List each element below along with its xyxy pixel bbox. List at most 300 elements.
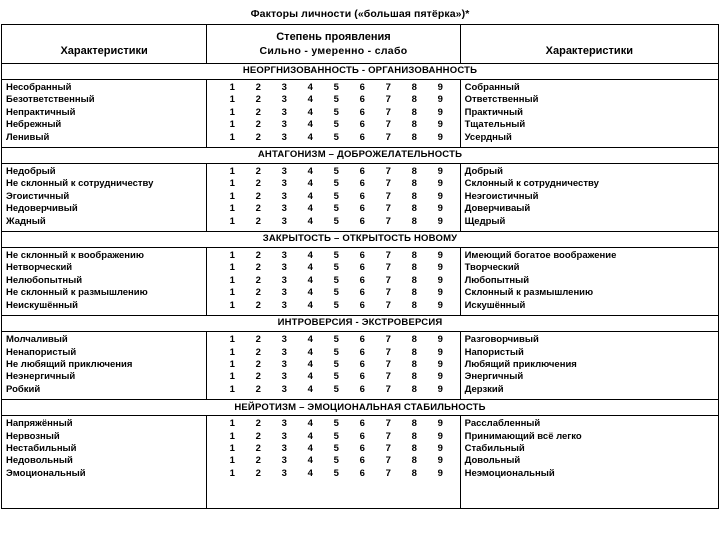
scale-option[interactable]: 5 <box>333 418 339 430</box>
trait-left: Нелюбопытный <box>6 274 83 286</box>
scale-option[interactable]: 2 <box>255 82 261 93</box>
scale-option[interactable]: 1 <box>229 215 235 227</box>
scale-option[interactable]: 4 <box>307 358 313 370</box>
scale-option[interactable]: 8 <box>411 358 417 370</box>
scale-option[interactable]: 3 <box>281 274 287 286</box>
scale-option[interactable]: 8 <box>411 131 417 143</box>
scale-option[interactable]: 5 <box>333 82 339 93</box>
scale-option[interactable]: 8 <box>411 383 417 395</box>
scale-option[interactable]: 6 <box>359 131 365 143</box>
scale-option[interactable]: 9 <box>437 178 443 190</box>
header-left-characteristics <box>2 25 207 64</box>
scale-option[interactable]: 6 <box>359 418 365 430</box>
scale-option[interactable]: 3 <box>281 442 287 454</box>
scale-option[interactable]: 2 <box>255 190 261 202</box>
scale-option[interactable]: 1 <box>229 287 235 299</box>
scale-option[interactable]: 6 <box>359 82 365 93</box>
scale-option[interactable]: 9 <box>437 455 443 467</box>
header-scale <box>207 25 460 64</box>
scale-option[interactable]: 3 <box>281 287 287 299</box>
scale-option[interactable]: 7 <box>385 250 391 262</box>
trait-right: Творческий <box>464 262 520 274</box>
scale-option[interactable]: 4 <box>307 274 313 286</box>
right-traits-cell <box>460 80 718 148</box>
section-banner-row <box>2 148 719 164</box>
scale-option[interactable]: 1 <box>229 203 235 215</box>
scale-option[interactable]: 4 <box>307 250 313 262</box>
scale-option[interactable]: 4 <box>307 166 313 178</box>
scale-option[interactable]: 2 <box>255 287 261 299</box>
scale-option[interactable]: 6 <box>359 262 365 274</box>
scale-cell <box>207 164 460 232</box>
scale-option[interactable]: 3 <box>281 106 287 118</box>
scale-option[interactable]: 5 <box>333 299 339 311</box>
scale-option[interactable]: 4 <box>307 346 313 358</box>
scale-option[interactable]: 3 <box>281 467 287 479</box>
scale-option[interactable]: 3 <box>281 430 287 442</box>
scale-option[interactable]: 3 <box>281 418 287 430</box>
scale-option[interactable]: 6 <box>359 250 365 262</box>
scale-option[interactable]: 4 <box>307 82 313 93</box>
scale-option[interactable]: 8 <box>411 190 417 202</box>
scale-option[interactable]: 6 <box>359 274 365 286</box>
scale-option[interactable]: 9 <box>437 203 443 215</box>
scale-option[interactable]: 8 <box>411 442 417 454</box>
trait-right: Практичный <box>464 106 523 118</box>
scale-option[interactable]: 5 <box>333 274 339 286</box>
scale-option[interactable]: 9 <box>437 94 443 106</box>
scale-option[interactable]: 4 <box>307 106 313 118</box>
scale-option[interactable]: 6 <box>359 190 365 202</box>
scale-option[interactable]: 3 <box>281 358 287 370</box>
scale-option[interactable]: 3 <box>281 334 287 346</box>
scale-option[interactable]: 2 <box>255 430 261 442</box>
trait-right: Склонный к размышлению <box>464 287 594 299</box>
scale-option[interactable]: 5 <box>333 119 339 131</box>
scale-option[interactable]: 3 <box>281 190 287 202</box>
scale-option[interactable]: 1 <box>229 455 235 467</box>
scale-option[interactable]: 6 <box>359 215 365 227</box>
scale-option[interactable]: 6 <box>359 178 365 190</box>
scale-option[interactable]: 2 <box>255 371 261 383</box>
scale-option[interactable]: 7 <box>385 442 391 454</box>
scale-option[interactable]: 3 <box>281 262 287 274</box>
scale-option[interactable]: 9 <box>437 418 443 430</box>
scale-row[interactable] <box>207 119 459 131</box>
scale-option[interactable]: 1 <box>229 334 235 346</box>
scale-row[interactable] <box>207 300 459 312</box>
scale-option[interactable]: 1 <box>229 178 235 190</box>
scale-option[interactable]: 9 <box>437 190 443 202</box>
scale-option[interactable]: 2 <box>255 442 261 454</box>
scale-option[interactable]: 8 <box>411 418 417 430</box>
scale-option[interactable]: 6 <box>359 94 365 106</box>
scale-option[interactable]: 6 <box>359 119 365 131</box>
scale-option[interactable]: 4 <box>307 467 313 479</box>
scale-row[interactable] <box>207 347 459 359</box>
section-banner-label: ИНТРОВЕРСИЯ - ЭКСТРОВЕРСИЯ <box>2 316 719 332</box>
scale-option[interactable]: 4 <box>307 442 313 454</box>
section-content-row <box>2 248 719 316</box>
scale-row[interactable] <box>207 455 459 467</box>
scale-option[interactable]: 4 <box>307 418 313 430</box>
scale-option[interactable]: 5 <box>333 442 339 454</box>
scale-option[interactable]: 8 <box>411 262 417 274</box>
scale-option[interactable]: 9 <box>437 442 443 454</box>
scale-option[interactable]: 4 <box>307 371 313 383</box>
scale-option[interactable]: 8 <box>411 82 417 93</box>
scale-row[interactable] <box>207 166 459 178</box>
scale-option[interactable]: 6 <box>359 467 365 479</box>
scale-option[interactable]: 9 <box>437 274 443 286</box>
scale-option[interactable]: 8 <box>411 371 417 383</box>
scale-option[interactable]: 7 <box>385 203 391 215</box>
scale-row[interactable] <box>207 287 459 299</box>
scale-option[interactable]: 2 <box>255 203 261 215</box>
trait-right: Довольный <box>464 455 521 467</box>
scale-option[interactable]: 9 <box>437 166 443 178</box>
scale-option[interactable]: 1 <box>229 190 235 202</box>
scale-option[interactable]: 9 <box>437 82 443 93</box>
scale-option[interactable]: 4 <box>307 334 313 346</box>
scale-row[interactable] <box>207 262 459 274</box>
trait-right: Ответственный <box>464 94 539 106</box>
section-banner-label: НЕОРГНИЗОВАННОСТЬ - ОРГАНИЗОВАННОСТЬ <box>2 64 719 80</box>
scale-option[interactable]: 7 <box>385 166 391 178</box>
scale-option[interactable]: 2 <box>255 131 261 143</box>
scale-option[interactable]: 7 <box>385 346 391 358</box>
scale-option[interactable]: 7 <box>385 299 391 311</box>
scale-option[interactable]: 2 <box>255 358 261 370</box>
trait-left: Небрежный <box>6 119 62 131</box>
left-traits-cell <box>2 164 207 232</box>
right-traits-cell <box>460 416 718 509</box>
scale-option[interactable]: 7 <box>385 215 391 227</box>
scale-option[interactable]: 1 <box>229 274 235 286</box>
scale-row[interactable] <box>207 334 459 346</box>
scale-option[interactable]: 9 <box>437 467 443 479</box>
header-scale-subtitle: Сильно - умеренно - слабо <box>259 45 408 57</box>
scale-option[interactable]: 2 <box>255 346 261 358</box>
scale-option[interactable]: 2 <box>255 274 261 286</box>
header-right-characteristics <box>460 25 718 64</box>
scale-option[interactable]: 9 <box>437 383 443 395</box>
scale-row[interactable] <box>207 418 459 430</box>
trait-right: Принимающий всё легко <box>464 430 582 442</box>
scale-option[interactable]: 2 <box>255 418 261 430</box>
scale-option[interactable]: 2 <box>255 383 261 395</box>
scale-option[interactable]: 8 <box>411 346 417 358</box>
scale-option[interactable]: 5 <box>333 94 339 106</box>
scale-option[interactable]: 5 <box>333 430 339 442</box>
scale-row[interactable] <box>207 107 459 119</box>
scale-option[interactable]: 9 <box>437 131 443 143</box>
scale-option[interactable]: 2 <box>255 94 261 106</box>
scale-option[interactable]: 5 <box>333 106 339 118</box>
scale-option[interactable]: 7 <box>385 82 391 93</box>
scale-option[interactable]: 4 <box>307 178 313 190</box>
scale-option[interactable]: 7 <box>385 178 391 190</box>
scale-option[interactable]: 2 <box>255 262 261 274</box>
scale-option[interactable]: 7 <box>385 430 391 442</box>
scale-option[interactable]: 8 <box>411 106 417 118</box>
scale-row[interactable] <box>207 443 459 455</box>
scale-option[interactable]: 7 <box>385 287 391 299</box>
scale-option[interactable]: 5 <box>333 334 339 346</box>
scale-option[interactable]: 8 <box>411 299 417 311</box>
scale-option[interactable]: 5 <box>333 455 339 467</box>
scale-option[interactable]: 5 <box>333 250 339 262</box>
scale-option[interactable]: 5 <box>333 467 339 479</box>
scale-option[interactable]: 7 <box>385 383 391 395</box>
scale-option[interactable]: 2 <box>255 250 261 262</box>
scale-option[interactable]: 5 <box>333 346 339 358</box>
scale-option[interactable]: 1 <box>229 358 235 370</box>
scale-option[interactable]: 3 <box>281 203 287 215</box>
scale-option[interactable]: 1 <box>229 166 235 178</box>
scale-option[interactable]: 6 <box>359 371 365 383</box>
scale-option[interactable]: 7 <box>385 190 391 202</box>
scale-option[interactable]: 7 <box>385 418 391 430</box>
scale-option[interactable]: 7 <box>385 262 391 274</box>
trait-right: Доверчиваый <box>464 203 531 215</box>
scale-option[interactable]: 2 <box>255 455 261 467</box>
scale-option[interactable]: 6 <box>359 203 365 215</box>
scale-option[interactable]: 6 <box>359 346 365 358</box>
scale-option[interactable]: 4 <box>307 94 313 106</box>
scale-option[interactable]: 3 <box>281 250 287 262</box>
scale-option[interactable]: 6 <box>359 334 365 346</box>
scale-option[interactable]: 5 <box>333 190 339 202</box>
scale-row[interactable] <box>207 94 459 106</box>
scale-option[interactable]: 9 <box>437 358 443 370</box>
scale-option[interactable]: 9 <box>437 287 443 299</box>
scale-row[interactable] <box>207 203 459 215</box>
scale-option[interactable]: 6 <box>359 287 365 299</box>
scale-option[interactable]: 6 <box>359 430 365 442</box>
scale-option[interactable]: 3 <box>281 455 287 467</box>
scale-option[interactable]: 4 <box>307 203 313 215</box>
scale-option[interactable]: 4 <box>307 299 313 311</box>
trait-left: Нервозный <box>6 430 60 442</box>
scale-option[interactable]: 9 <box>437 346 443 358</box>
scale-row[interactable] <box>207 132 459 144</box>
scale-option[interactable]: 1 <box>229 82 235 93</box>
scale-option[interactable]: 6 <box>359 358 365 370</box>
scale-option[interactable]: 5 <box>333 262 339 274</box>
header-scale-title: Степень проявления <box>276 31 391 43</box>
trait-left: Не склонный к размышлению <box>6 287 148 299</box>
scale-option[interactable]: 5 <box>333 131 339 143</box>
scale-option[interactable]: 1 <box>229 418 235 430</box>
scale-option[interactable]: 2 <box>255 106 261 118</box>
scale-row[interactable] <box>207 178 459 190</box>
trait-right: Тщательный <box>464 119 526 131</box>
scale-option[interactable]: 5 <box>333 215 339 227</box>
scale-option[interactable]: 3 <box>281 166 287 178</box>
scale-option[interactable]: 4 <box>307 287 313 299</box>
scale-row[interactable] <box>207 359 459 371</box>
trait-right: Имеющий богатое воображение <box>464 250 617 262</box>
scale-option[interactable]: 3 <box>281 119 287 131</box>
scale-row[interactable] <box>207 216 459 228</box>
scale-option[interactable]: 9 <box>437 215 443 227</box>
spacer <box>6 480 206 492</box>
trait-right: Неэгоистичный <box>464 190 539 202</box>
scale-option[interactable]: 8 <box>411 334 417 346</box>
scale-row[interactable] <box>207 275 459 287</box>
trait-left: Не любящий приключения <box>6 358 133 370</box>
scale-row[interactable] <box>207 468 459 480</box>
scale-option[interactable]: 4 <box>307 190 313 202</box>
scale-option[interactable]: 1 <box>229 262 235 274</box>
scale-option[interactable]: 7 <box>385 455 391 467</box>
trait-right: Напористый <box>464 346 524 358</box>
scale-option[interactable]: 1 <box>229 383 235 395</box>
scale-option[interactable]: 8 <box>411 287 417 299</box>
scale-option[interactable]: 7 <box>385 358 391 370</box>
scale-option[interactable]: 3 <box>281 371 287 383</box>
scale-option[interactable]: 3 <box>281 178 287 190</box>
scale-option[interactable]: 7 <box>385 467 391 479</box>
scale-option[interactable]: 3 <box>281 383 287 395</box>
scale-option[interactable]: 7 <box>385 131 391 143</box>
scale-option[interactable]: 8 <box>411 250 417 262</box>
scale-option[interactable]: 7 <box>385 119 391 131</box>
scale-option[interactable]: 8 <box>411 455 417 467</box>
scale-option[interactable]: 2 <box>255 467 261 479</box>
scale-option[interactable]: 4 <box>307 215 313 227</box>
scale-option[interactable]: 5 <box>333 178 339 190</box>
trait-left: Жадный <box>6 215 46 227</box>
scale-option[interactable]: 6 <box>359 299 365 311</box>
scale-option[interactable]: 8 <box>411 215 417 227</box>
scale-option[interactable]: 5 <box>333 371 339 383</box>
trait-left: Неискушённый <box>6 299 78 311</box>
scale-option[interactable]: 7 <box>385 371 391 383</box>
scale-option[interactable]: 4 <box>307 430 313 442</box>
trait-left: Эгоистичный <box>6 190 70 202</box>
scale-row[interactable] <box>207 191 459 203</box>
scale-option[interactable]: 7 <box>385 94 391 106</box>
scale-option[interactable]: 8 <box>411 467 417 479</box>
scale-row[interactable] <box>207 384 459 396</box>
header-left-label: Характеристики <box>60 44 148 57</box>
scale-option[interactable]: 7 <box>385 334 391 346</box>
scale-option[interactable]: 5 <box>333 203 339 215</box>
scale-option[interactable]: 7 <box>385 106 391 118</box>
scale-option[interactable]: 9 <box>437 250 443 262</box>
scale-option[interactable]: 8 <box>411 430 417 442</box>
scale-option[interactable]: 9 <box>437 430 443 442</box>
trait-left: Ненапористый <box>6 346 77 358</box>
scale-option[interactable]: 3 <box>281 131 287 143</box>
scale-option[interactable]: 4 <box>307 262 313 274</box>
scale-option[interactable]: 2 <box>255 215 261 227</box>
scale-option[interactable]: 1 <box>229 250 235 262</box>
scale-option[interactable]: 5 <box>333 383 339 395</box>
scale-option[interactable]: 6 <box>359 455 365 467</box>
scale-option[interactable]: 1 <box>229 131 235 143</box>
scale-option[interactable]: 1 <box>229 430 235 442</box>
scale-option[interactable]: 9 <box>437 299 443 311</box>
scale-option[interactable]: 2 <box>255 166 261 178</box>
scale-option[interactable]: 1 <box>229 371 235 383</box>
trait-left: Недоверчивый <box>6 203 78 215</box>
scale-option[interactable]: 6 <box>359 442 365 454</box>
scale-option[interactable]: 4 <box>307 119 313 131</box>
scale-row[interactable] <box>207 431 459 443</box>
scale-option[interactable]: 9 <box>437 119 443 131</box>
scale-option[interactable]: 1 <box>229 94 235 106</box>
trait-left: Ленивый <box>6 131 50 143</box>
scale-option[interactable]: 8 <box>411 203 417 215</box>
trait-left: Недовольный <box>6 455 73 467</box>
scale-option[interactable]: 8 <box>411 94 417 106</box>
scale-option[interactable]: 9 <box>437 106 443 118</box>
scale-cell <box>207 80 460 148</box>
scale-option[interactable]: 5 <box>333 287 339 299</box>
scale-option[interactable]: 9 <box>437 262 443 274</box>
scale-option[interactable]: 3 <box>281 82 287 93</box>
scale-option[interactable]: 4 <box>307 455 313 467</box>
scale-option[interactable]: 6 <box>359 383 365 395</box>
section-banner-label: НЕЙРОТИЗМ – ЭМОЦИОНАЛЬНАЯ СТАБИЛЬНОСТЬ <box>2 400 719 416</box>
trait-right: Энергичный <box>464 371 524 383</box>
scale-option[interactable]: 3 <box>281 346 287 358</box>
scale-option[interactable]: 1 <box>229 442 235 454</box>
scale-option[interactable]: 2 <box>255 334 261 346</box>
scale-option[interactable]: 6 <box>359 106 365 118</box>
trait-left: Нетворческий <box>6 262 73 274</box>
scale-option[interactable]: 3 <box>281 94 287 106</box>
trait-right: Стабильный <box>464 442 525 454</box>
scale-option[interactable]: 4 <box>307 131 313 143</box>
scale-option[interactable]: 5 <box>333 358 339 370</box>
sections-host <box>0 63 720 509</box>
trait-left: Робкий <box>6 383 41 395</box>
scale-row[interactable] <box>207 371 459 383</box>
big-five-table <box>1 24 719 64</box>
left-traits-cell <box>2 332 207 400</box>
scale-option[interactable]: 1 <box>229 346 235 358</box>
scale-option[interactable]: 3 <box>281 299 287 311</box>
right-traits-cell <box>460 164 718 232</box>
scale-option[interactable]: 2 <box>255 299 261 311</box>
scale-row[interactable] <box>207 250 459 262</box>
scale-option[interactable]: 8 <box>411 166 417 178</box>
scale-option[interactable]: 2 <box>255 119 261 131</box>
scale-option[interactable]: 2 <box>255 178 261 190</box>
scale-row[interactable] <box>207 82 459 94</box>
scale-option[interactable]: 9 <box>437 371 443 383</box>
scale-option[interactable]: 8 <box>411 119 417 131</box>
scale-option[interactable]: 1 <box>229 467 235 479</box>
scale-option[interactable]: 1 <box>229 106 235 118</box>
scale-option[interactable]: 4 <box>307 383 313 395</box>
scale-option[interactable]: 9 <box>437 334 443 346</box>
spacer <box>6 493 206 505</box>
scale-option[interactable]: 8 <box>411 178 417 190</box>
page-title: Факторы личности («большая пятёрка»)* <box>250 8 470 20</box>
scale-option[interactable]: 1 <box>229 299 235 311</box>
scale-option[interactable]: 7 <box>385 274 391 286</box>
scale-option[interactable]: 8 <box>411 274 417 286</box>
scale-option[interactable]: 3 <box>281 215 287 227</box>
scale-option[interactable]: 1 <box>229 119 235 131</box>
scale-option[interactable]: 5 <box>333 166 339 178</box>
scale-option[interactable]: 6 <box>359 166 365 178</box>
